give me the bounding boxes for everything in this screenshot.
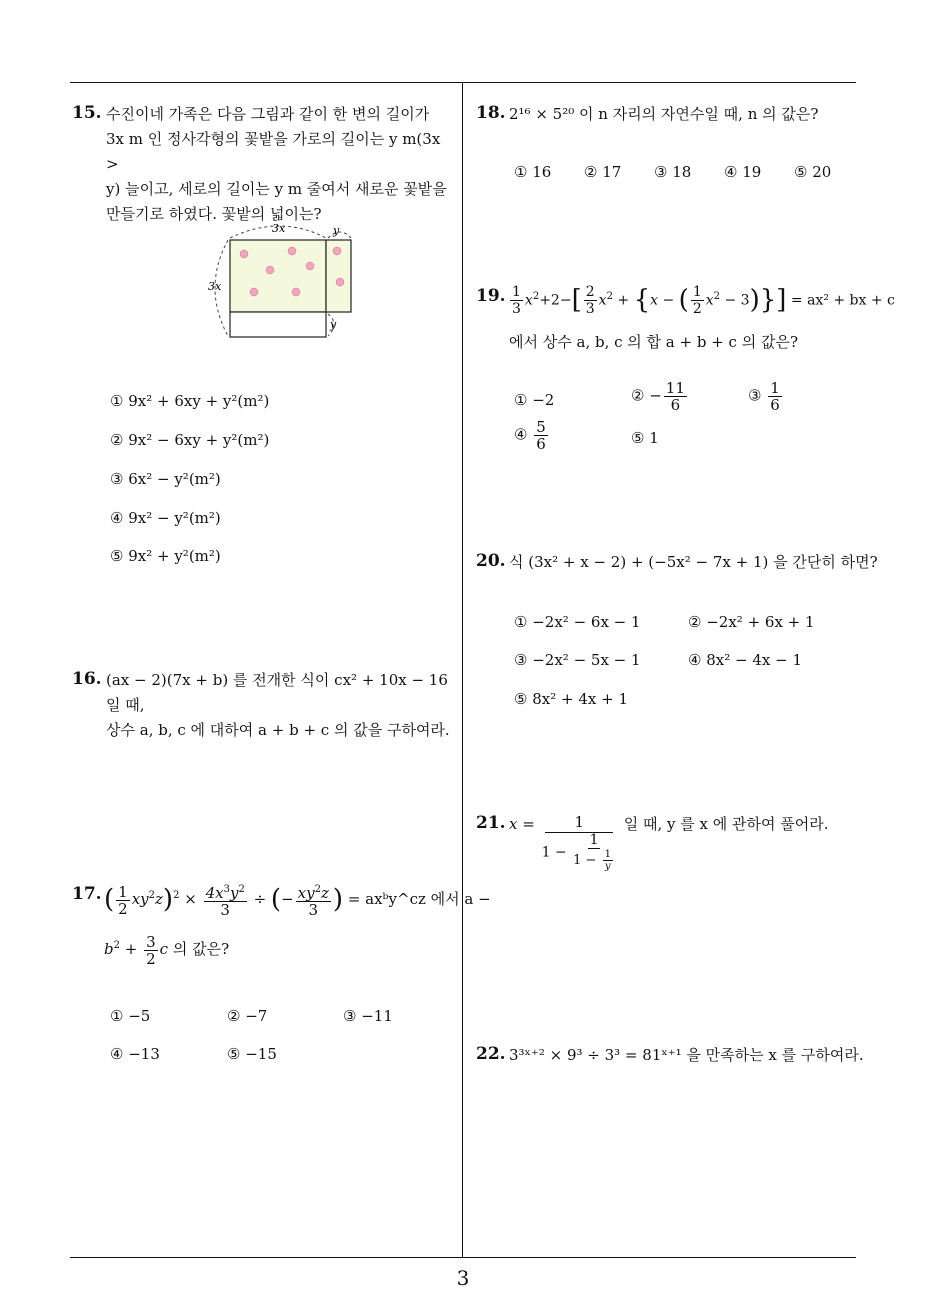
q17-option[interactable]: ⑤ −15: [227, 1045, 277, 1063]
q19-rhs: = ax² + bx + c: [790, 292, 895, 309]
figure-label-top: 3x: [272, 222, 286, 235]
q18-option[interactable]: ① 16: [514, 163, 552, 181]
q20-option[interactable]: ② −2x² + 6x + 1: [688, 613, 815, 631]
q20-option[interactable]: ③ −2x² − 5x − 1: [514, 651, 641, 669]
bottom-rule: [70, 1257, 856, 1258]
column-divider: [462, 82, 463, 1258]
q16-line: (ax − 2)(7x + b) 를 전개한 식이 cx² + 10x − 16 일 때,: [106, 671, 448, 714]
q21-number: 21.: [476, 813, 506, 833]
q17-option[interactable]: ① −5: [110, 1007, 151, 1025]
q17-tail2: 의 값은?: [172, 940, 230, 958]
q19-option[interactable]: ② − $\frac{11}{6}$: [631, 379, 685, 414]
q20-option[interactable]: ⑤ 8x² + 4x + 1: [514, 690, 628, 708]
q18-option[interactable]: ③ 18: [654, 163, 692, 181]
q18-number: 18.: [476, 103, 506, 123]
q15-option[interactable]: ④ 9x² − y²(m²): [110, 509, 221, 527]
q17-option[interactable]: ③ −11: [343, 1007, 393, 1025]
flowerbed-figure: [200, 218, 360, 343]
q18-text: 2¹⁶ × 5²⁰ 이 n 자리의 자연수일 때, n 의 값은?: [509, 105, 819, 123]
q21-tail: 일 때, y 를 x 에 관하여 풀어라.: [623, 815, 829, 833]
q17-expression: ( $\frac{1}{2}$ $xy^2z)^2$ × $\frac{4x^3y^2}{3}$ ÷ (− $\frac{xy^2z}{3}$ ) = axᵇy^cz 에서 a −: [104, 882, 491, 919]
q20-text: 식 (3x² + x − 2) + (−5x² − 7x + 1) 을 간단히 하면?: [509, 553, 878, 571]
q18-option[interactable]: ④ 19: [724, 163, 762, 181]
figure-label-top-right: y: [333, 224, 340, 237]
q22-number: 22.: [476, 1044, 506, 1064]
q18-option[interactable]: ② 17: [584, 163, 622, 181]
q17-tail: = axᵇy^cz 에서 a −: [347, 890, 491, 908]
q17-option[interactable]: ② −7: [227, 1007, 268, 1025]
q15-option[interactable]: ② 9x² − 6xy + y²(m²): [110, 431, 270, 449]
q15-line: 3x m 인 정사각형의 꽃밭을 가로의 길이는 y m(3x >: [106, 130, 441, 173]
q19-option-label: ③: [748, 386, 762, 405]
q16-line: 상수 a, b, c 에 대하여 a + b + c 의 값을 구하여라.: [106, 721, 450, 739]
q19-option-label: ② −: [631, 386, 662, 405]
q22-text: 3³ˣ⁺² × 9³ ÷ 3³ = 81ˣ⁺¹ 을 만족하는 x 를 구하여라.: [509, 1046, 864, 1064]
q17-option[interactable]: ④ −13: [110, 1045, 160, 1063]
q20-option[interactable]: ④ 8x² − 4x − 1: [688, 651, 802, 669]
q15-line: 수진이네 가족은 다음 그림과 같이 한 변의 길이가: [106, 105, 430, 123]
q19-number: 19.: [476, 286, 506, 306]
page-number: 3: [456, 1266, 470, 1290]
q15-option[interactable]: ① 9x² + 6xy + y²(m²): [110, 392, 270, 410]
q15-line: 만들기로 하였다. 꽃밭의 넓이는?: [106, 205, 322, 223]
q19-option[interactable]: ④ $\frac{5}{6}$: [514, 418, 546, 453]
q17-line2: $b^2$ + $\frac{3}{2}$ c 의 값은?: [104, 932, 230, 968]
q19-expression: $\frac{1}{3}$ $x^2+2-$[ $\frac{2}{3}$ $x^2 + \{x$ − ( $\frac{1}{2}$ $x^2 - 3)\}] = ax^2$ + bx + c: [512, 284, 895, 318]
q15-line: y) 늘이고, 세로의 길이는 y m 줄여서 새로운 꽃밭을: [106, 180, 447, 198]
figure-label-left: 3x: [208, 280, 222, 293]
q15-option[interactable]: ⑤ 9x² + y²(m²): [110, 547, 221, 565]
q19-option[interactable]: [631, 427, 659, 449]
q20-option[interactable]: ① −2x² − 6x − 1: [514, 613, 641, 631]
q20-number: 20.: [476, 551, 506, 571]
q19-option-label: ① −2: [514, 391, 555, 409]
q19-line2: 에서 상수 a, b, c 의 합 a + b + c 의 값은?: [509, 333, 799, 351]
q21-lhs: x =: [509, 815, 535, 833]
q15-option[interactable]: ③ 6x² − y²(m²): [110, 470, 221, 488]
q18-option[interactable]: ⑤ 20: [794, 163, 832, 181]
top-rule: [70, 82, 856, 83]
q19-option-label: ④: [514, 425, 528, 444]
q16-text: [106, 668, 458, 743]
q19-option[interactable]: [514, 389, 554, 411]
q19-option-label: ⑤ 1: [631, 429, 659, 447]
q15-text: [106, 102, 456, 227]
q19-option[interactable]: ③ $\frac{1}{6}$: [748, 379, 780, 414]
figure-label-bottom-right: y: [330, 318, 337, 331]
q16-number: 16.: [72, 669, 102, 689]
q17-number: 17.: [72, 884, 102, 904]
q15-number: 15.: [72, 103, 102, 123]
q21-expression: x = 1 1 − 1 1 − $\frac{1}{y}$ 일 때, y 를 x 에 관하여 풀어라.: [509, 813, 829, 872]
